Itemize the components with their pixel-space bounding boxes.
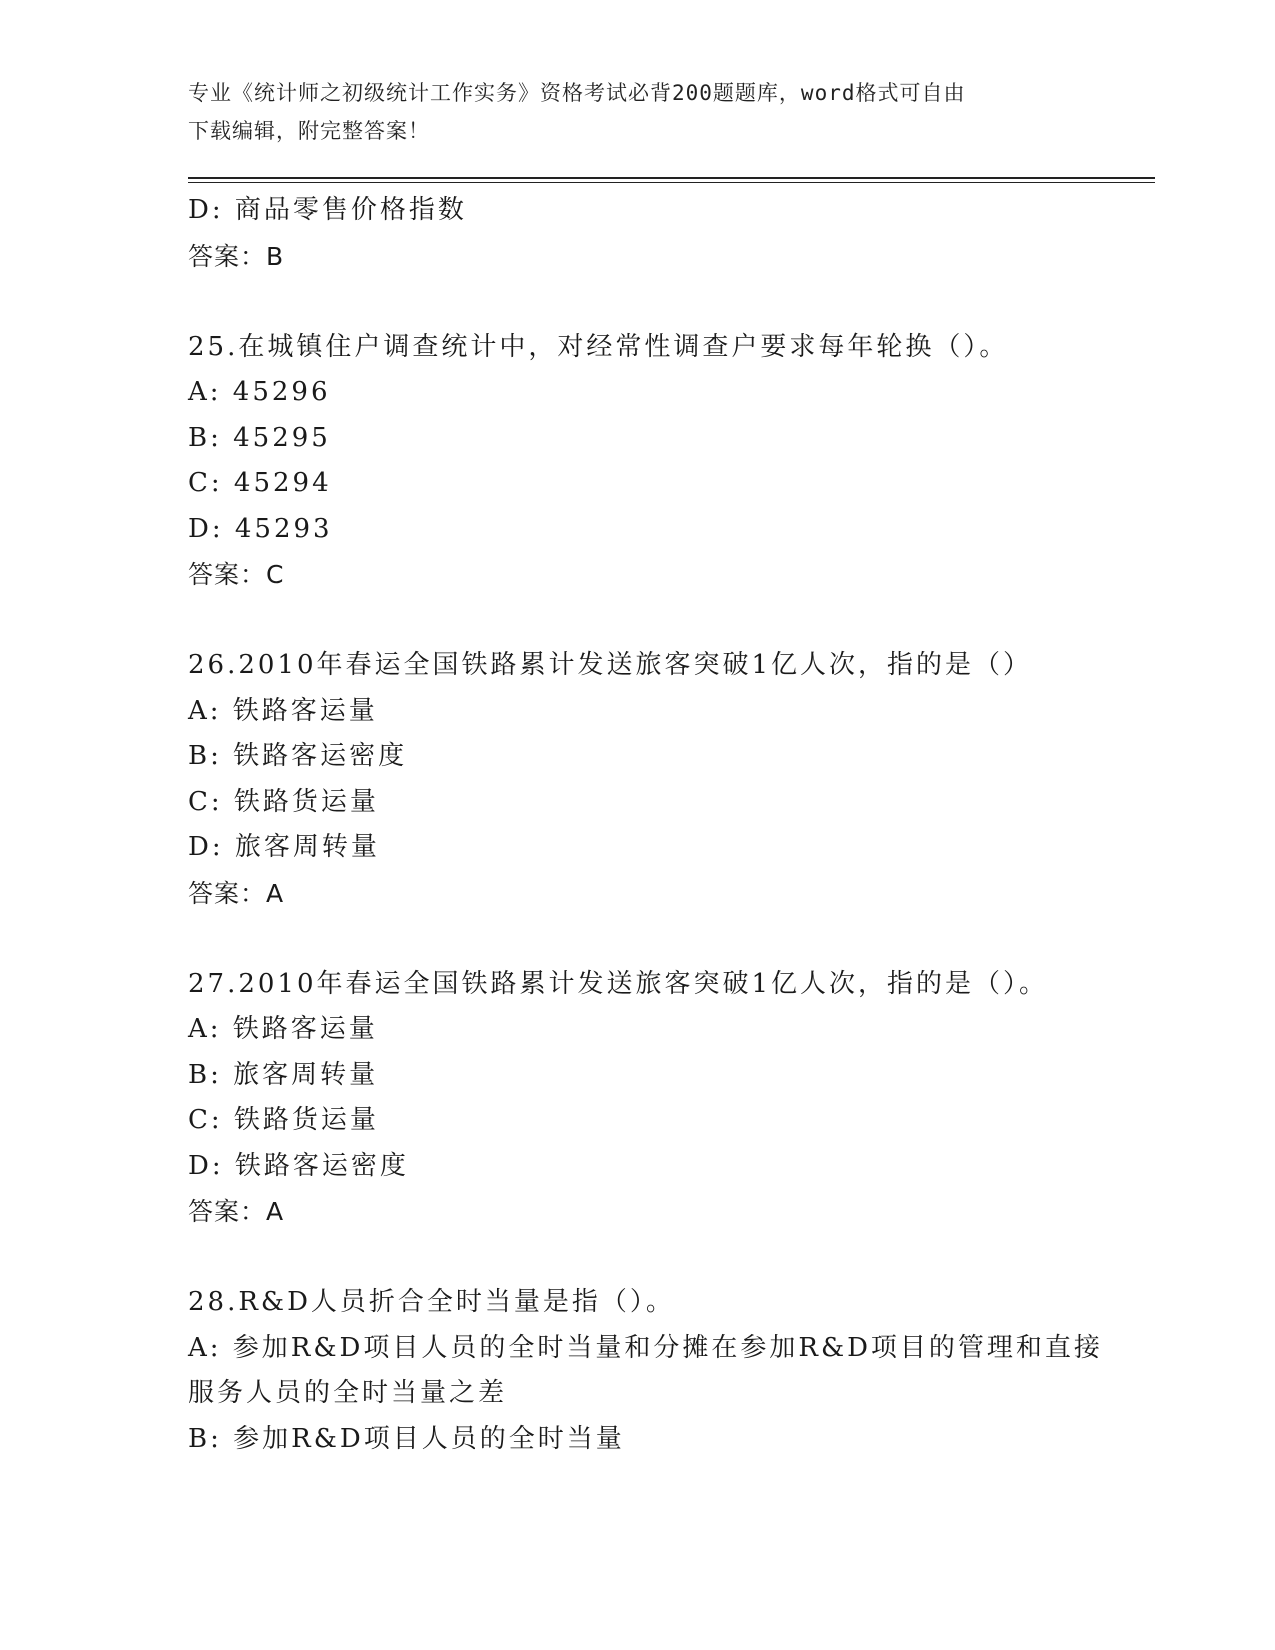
option-d: D: 45293: [188, 513, 333, 544]
option-a-line-1: A: 参加R&D项目人员的全时当量和分摊在参加R&D项目的管理和直接: [188, 1332, 1103, 1363]
question-stem: 26.2010年春运全国铁路累计发送旅客突破1亿人次，指的是（）: [188, 650, 1033, 680]
answer-line: 答案：C: [188, 560, 285, 589]
answer-line: 答案：A: [188, 1197, 285, 1226]
question-24-tail: [188, 188, 1148, 279]
spacer: [188, 916, 1148, 962]
answer-line: 答案：B: [188, 241, 285, 271]
question-stem: 25.在城镇住户调查统计中，对经常性调查户要求每年轮换（）。: [188, 331, 1009, 362]
option-a: A: 铁路客运量: [188, 695, 378, 726]
question-25: [188, 325, 1148, 598]
spacer: [188, 598, 1148, 644]
option-c: C: 铁路货运量: [188, 1105, 379, 1135]
question-stem: 27.2010年春运全国铁路累计发送旅客突破1亿人次，指的是（）。: [188, 968, 1049, 999]
option-b: B: 旅客周转量: [188, 1059, 379, 1090]
document-header: [188, 74, 1068, 150]
question-stem: 28.R&D人员折合全时当量是指（）。: [188, 1287, 675, 1317]
option-a: A: 铁路客运量: [188, 1014, 378, 1044]
option-b: B: 参加R&D项目人员的全时当量: [188, 1423, 625, 1454]
option-d: D: 旅客周转量: [188, 832, 380, 862]
option-b: B: 45295: [188, 422, 331, 453]
option-a-line-2: 服务人员的全时当量之差: [188, 1378, 508, 1408]
answer-line: 答案：A: [188, 878, 285, 908]
option-d: D: 商品零售价格指数: [188, 195, 467, 225]
header-rule-thick: [188, 177, 1155, 179]
header-line-2: 下载编辑，附完整答案！: [188, 119, 430, 143]
question-27: [188, 962, 1148, 1235]
question-list: [188, 188, 1148, 1462]
option-a: A: 45296: [188, 377, 331, 407]
option-b: B: 铁路客运密度: [188, 741, 408, 771]
header-rule-thin: [188, 182, 1155, 183]
option-c: C: 45294: [188, 468, 332, 498]
question-28: [188, 1280, 1148, 1462]
spacer: [188, 279, 1148, 325]
option-c: C: 铁路货运量: [188, 786, 379, 817]
header-line-1: 专业《统计师之初级统计工作实务》资格考试必背200题题库，word格式可自由: [188, 81, 966, 105]
spacer: [188, 1235, 1148, 1281]
question-26: [188, 643, 1148, 916]
option-d: D: 铁路客运密度: [188, 1150, 409, 1181]
